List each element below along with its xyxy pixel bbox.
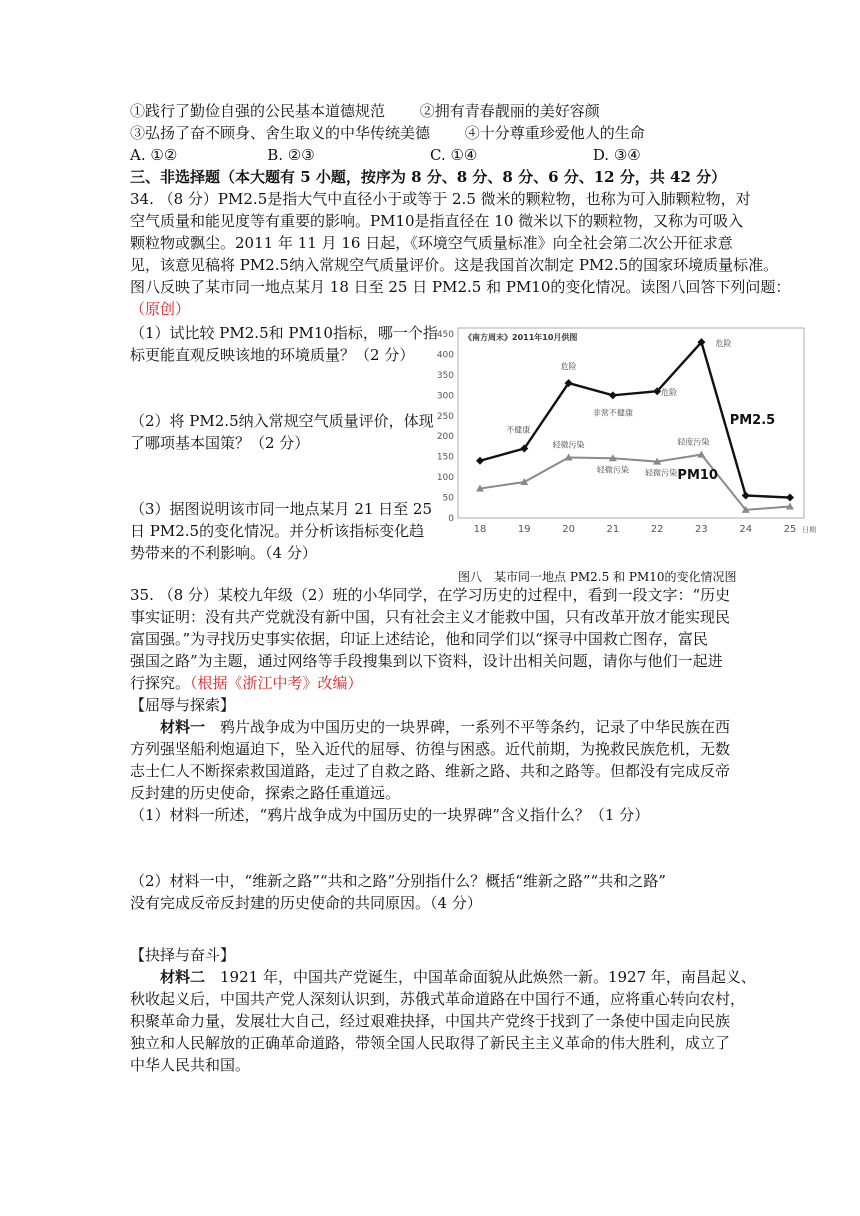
data-annotation: 危险 bbox=[560, 362, 577, 372]
x-tick-label: 25 bbox=[783, 524, 797, 535]
y-tick-label: 0 bbox=[448, 514, 454, 524]
q34-line-5: 图八反映了某市同一地点某月 18 日至 25 日 PM2.5 和 PM10的变化情况。读图八回答下列问题： bbox=[130, 278, 791, 296]
y-tick-label: 400 bbox=[436, 350, 454, 361]
x-tick-label: 24 bbox=[739, 524, 753, 535]
point-pm25 bbox=[609, 391, 617, 399]
q34-subquestions bbox=[130, 322, 438, 564]
statement-3: ③弘扬了奋不顾身、舍生取义的中华传统美德 bbox=[130, 124, 431, 142]
q34-sub2-cont: 了哪项基本国策？（2 分） bbox=[130, 434, 310, 452]
material1-text-1: 鸦片战争成为中国历史的一块界碑，一系列不平等条约，记录了中华民族在西 bbox=[205, 718, 731, 736]
point-pm25 bbox=[786, 494, 794, 502]
q35-line-1: 35. （8 分）某校九年级（2）班的小华同学，在学习历史的过程中，看到一段文字：“历史 bbox=[130, 586, 731, 604]
q35-line-5 bbox=[130, 672, 730, 694]
option-line bbox=[130, 122, 730, 144]
choice-row bbox=[130, 144, 730, 166]
q34-source: （原创） bbox=[130, 300, 191, 318]
q35-sub1: （1）材料一所述，“鸦片战争成为中国历史的一块界碑”含义指什么？（1 分） bbox=[130, 806, 650, 824]
q34-sub3-cont: 日 PM2.5的变化情况。并分析该指标变化趋 bbox=[130, 522, 425, 540]
material2-label: 材料二 bbox=[160, 968, 206, 986]
material2-line-2: 秋收起义后，中国共产党人深刻认识到，苏俄式革命道路在中国行不通，应将重心转向农村， bbox=[130, 990, 746, 1008]
data-annotation: 轻微污染 bbox=[645, 468, 678, 478]
data-annotation: 轻度污染 bbox=[677, 437, 710, 447]
q34-subquestions-and-chart bbox=[130, 322, 816, 584]
q34-line-3: 颗粒物或飘尘。2011 年 11 月 16 日起，《环境空气质量标准》向全社会第二次公开征求意 bbox=[130, 234, 733, 252]
x-tick-label: 19 bbox=[517, 524, 531, 535]
material2-text-1: 1921 年，中国共产党诞生，中国革命面貌从此焕然一新。1927 年，南昌起义、 bbox=[205, 968, 756, 986]
material2-line-4: 独立和人民解放的正确革命道路，带领全国人民取得了新民主主义革命的伟大胜利，成立了 bbox=[130, 1034, 731, 1052]
q34-line-4: 见，该意见稿将 PM2.5纳入常规空气质量评价。这是我国首次制定 PM2.5的国家环境质量标准。 bbox=[130, 256, 779, 274]
q35-sub2-cont: 没有完成反帝反封建的历史使命的共同原因。（4 分） bbox=[130, 894, 482, 912]
material1-line-3: 志士仁人不断探索救国道路，走过了自救之路、维新之路、共和之路等。但都没有完成反帝 bbox=[130, 762, 731, 780]
series-label-pm25: PM2.5 bbox=[729, 412, 776, 428]
q35-source: （根据《浙江中考》改编） bbox=[190, 674, 363, 692]
series-label-pm10: PM10 bbox=[677, 468, 718, 484]
q34-line-2: 空气质量和能见度等有重要的影响。PM10是指直径在 10 微米以下的颗粒物，又称为可吸入 bbox=[130, 212, 744, 230]
exam-page bbox=[130, 100, 816, 1076]
choice-d: D. ③④ bbox=[592, 146, 641, 164]
choice-c: C. ①④ bbox=[430, 146, 478, 164]
x-tick-label: 18 bbox=[473, 524, 487, 535]
data-annotation: 非常不健康 bbox=[592, 408, 633, 418]
part2-title: 【抉择与奋斗】 bbox=[130, 946, 236, 964]
pm-line-chart bbox=[424, 322, 814, 552]
y-tick-label: 350 bbox=[436, 370, 454, 381]
q34-line-1: 34. （8 分）PM2.5是指大气中直径小于或等于 2.5 微米的颗粒物，也称为可入肺颗粒物，对 bbox=[130, 190, 751, 208]
q34-sub1-cont: 标更能直观反映该地的环境质量？（2 分） bbox=[130, 346, 415, 364]
point-pm25 bbox=[742, 492, 750, 500]
part1-title: 【屈辱与探索】 bbox=[130, 696, 236, 714]
data-annotation: 轻微污染 bbox=[552, 440, 585, 450]
data-annotation: 不健康 bbox=[506, 425, 531, 435]
choice-b: B. ②③ bbox=[267, 146, 315, 164]
figure-caption: 图八 某市同一地点 PM2.5 和 PM10的变化情况图 bbox=[458, 570, 737, 584]
material2-line-3: 积聚革命力量，发展壮大自己，经过艰难抉择，中国共产党终于找到了一条使中国走向民族 bbox=[130, 1012, 731, 1030]
y-tick-label: 200 bbox=[436, 432, 454, 443]
material1-line-4: 反封建的历史使命，探索之路任重道远。 bbox=[130, 784, 401, 802]
q34-sub1: （1）试比较 PM2.5和 PM10指标，哪一个指 bbox=[130, 324, 438, 342]
x-tick-label: 23 bbox=[695, 524, 708, 535]
material2-line-1 bbox=[130, 966, 756, 988]
y-tick-label: 250 bbox=[436, 411, 454, 422]
data-annotation: 轻微污染 bbox=[596, 465, 629, 475]
statement-4: ④十分尊重珍爱他人的生命 bbox=[464, 124, 645, 142]
y-tick-label: 100 bbox=[436, 473, 454, 484]
section-heading: 三、非选择题（本大题有 5 小题，按序为 8 分、8 分、8 分、6 分、12 分，共 42 分） bbox=[130, 168, 727, 186]
q34-sub3-cont2: 势带来的不利影响。（4 分） bbox=[130, 544, 317, 562]
material2-line-5: 中华人民共和国。 bbox=[130, 1056, 251, 1074]
material1-line-1 bbox=[130, 716, 730, 738]
q35-line-2: 事实证明：没有共产党就没有新中国，只有社会主义才能救中国，只有改革开放才能实现民 bbox=[130, 608, 731, 626]
statement-2: ②拥有青春靓丽的美好容颜 bbox=[419, 102, 600, 120]
y-tick-label: 50 bbox=[442, 493, 454, 504]
data-annotation: 危险 bbox=[661, 388, 678, 398]
material1-label: 材料一 bbox=[160, 718, 206, 736]
x-unit-label: 日期 bbox=[802, 526, 816, 534]
q35-line-3: 富国强。”为寻找历史事实依据，印证上述结论，他和同学们以“探寻中国救亡图存，富民 bbox=[130, 630, 708, 648]
choice-a: A. ①② bbox=[130, 146, 178, 164]
q35-line-4: 强国之路”为主题，通过网络等手段搜集到以下资料，设计出相关问题，请你与他们一起进 bbox=[130, 652, 723, 670]
x-tick-label: 21 bbox=[606, 524, 620, 535]
data-annotation: 危险 bbox=[715, 339, 732, 349]
q35-sub2: （2）材料一中，“维新之路”“共和之路”分别指什么？概括“维新之路”“共和之路” bbox=[130, 872, 666, 890]
y-tick-label: 150 bbox=[436, 452, 454, 463]
x-tick-label: 22 bbox=[650, 524, 664, 535]
y-tick-label: 450 bbox=[436, 330, 454, 340]
point-pm25 bbox=[476, 457, 484, 465]
material1-line-2: 方列强坚船利炮逼迫下，坠入近代的屈辱、彷徨与困惑。近代前期，为挽救民族危机，无数 bbox=[130, 740, 731, 758]
q34-sub3: （3）据图说明该市同一地点某月 21 日至 25 bbox=[130, 500, 433, 518]
x-tick-label: 20 bbox=[562, 524, 575, 535]
y-tick-label: 300 bbox=[436, 391, 454, 402]
chart-title: 《南方周末》2011年10月供图 bbox=[464, 333, 578, 342]
statement-1: ①践行了勤俭自强的公民基本道德规范 bbox=[130, 102, 386, 120]
q34-sub2: （2）将 PM2.5纳入常规空气质量评价，体现 bbox=[130, 412, 434, 430]
q35-line-5-text: 行探究。 bbox=[130, 674, 191, 692]
option-line bbox=[130, 100, 730, 122]
